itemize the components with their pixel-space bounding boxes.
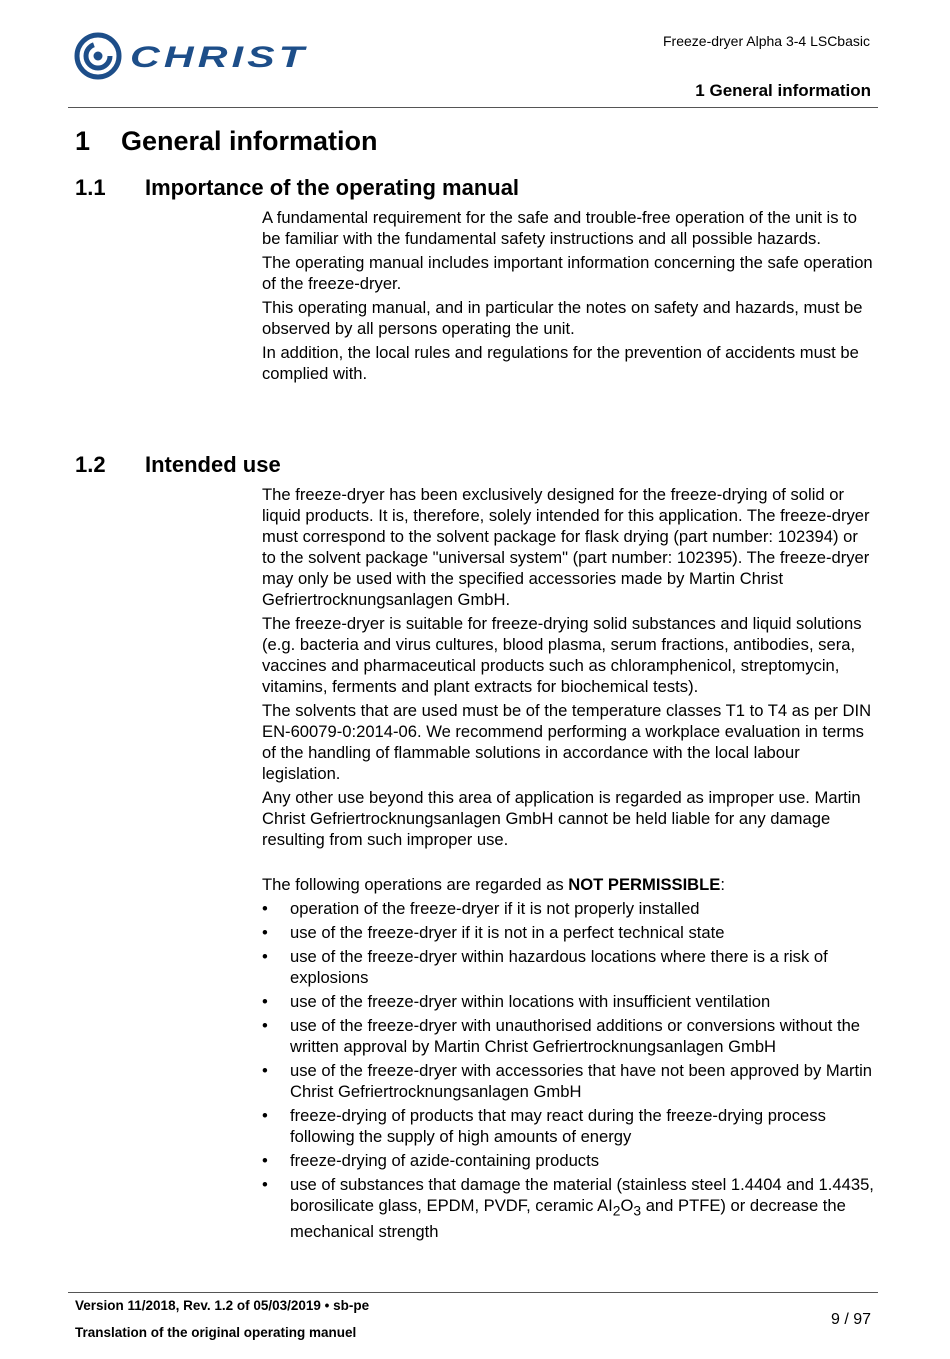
list-item-text: use of the freeze-dryer within locations with insufficient ventilation: [290, 992, 771, 1011]
text-run: O: [620, 1196, 634, 1215]
not-permissible-label: NOT PERMISSIBLE: [568, 875, 721, 894]
section-1-2-body: [262, 484, 874, 1245]
bullet-icon: •: [262, 923, 268, 942]
list-item: [262, 1174, 874, 1242]
intro-colon: :: [720, 875, 725, 894]
not-permissible-intro: [262, 874, 874, 895]
bullet-icon: •: [262, 947, 268, 966]
chapter-number: 1: [75, 126, 91, 156]
paragraph: The operating manual includes important information concerning the safe operation of the freeze-dryer.: [262, 253, 873, 293]
list-item: [262, 946, 874, 988]
bullet-icon: •: [262, 1151, 268, 1170]
list-item-text: freeze-drying of products that may react during the freeze-drying process following the supply of high amounts of energy: [290, 1106, 826, 1146]
section-heading-1-2: [75, 452, 281, 478]
list-item: [262, 1015, 874, 1057]
list-item-text: freeze-drying of azide-containing products: [290, 1151, 600, 1170]
section-number: 1.1: [75, 175, 106, 200]
bullet-icon: •: [262, 1106, 268, 1125]
bullet-icon: •: [262, 992, 268, 1011]
list-item: [262, 1105, 874, 1147]
header-section-title: 1 General information: [695, 81, 871, 100]
list-item-text: [290, 1175, 874, 1241]
paragraph: The freeze-dryer is suitable for freeze-drying solid substances and liquid solutions (e.g. bacteria and virus cultures, blood plasma, serum fractions, antibodies, sera, vaccines and pharmaceutical products such as chloramphenicol, streptomycin, vitamins, ferments and plant extracts for biochemical tests).: [262, 614, 862, 696]
list-item-text: use of the freeze-dryer within hazardous locations where there is a risk of explosions: [290, 947, 828, 987]
paragraph: The solvents that are used must be of the temperature classes T1 to T4 as per DIN EN-60079-0:2014-06. We recommend performing a workplace evaluation in terms of the handling of flammable solutions in accordance with the local labour legislation.: [262, 701, 872, 783]
christ-logo-wordmark: CHRIST: [130, 41, 308, 74]
chapter-heading: [75, 126, 378, 157]
subscript: 3: [633, 1202, 642, 1219]
bullet-icon: •: [262, 899, 268, 918]
chapter-title: General information: [121, 126, 378, 156]
paragraph: In addition, the local rules and regulations for the prevention of accidents must be complied with.: [262, 343, 859, 383]
header-divider: [68, 107, 878, 108]
paragraph: This operating manual, and in particular the notes on safety and hazards, must be observed by all persons operating the unit.: [262, 298, 863, 338]
section-1-1-body: [262, 207, 874, 387]
section-title: Importance of the operating manual: [145, 175, 520, 200]
paragraph-spacer: [262, 853, 874, 874]
section-heading-1-1: [75, 175, 519, 201]
list-item: [262, 898, 874, 919]
christ-logo-emblem: [77, 35, 119, 77]
list-item: [262, 1150, 874, 1171]
paragraph: A fundamental requirement for the safe and trouble-free operation of the unit is to be familiar with the fundamental safety instructions and all possible hazards.: [262, 208, 857, 248]
list-item-text: use of the freeze-dryer with accessories that have not been approved by Martin Christ Gefriertrocknungsanlagen GmbH: [290, 1061, 873, 1101]
list-item: [262, 991, 874, 1012]
footer-divider: [68, 1292, 878, 1293]
christ-logo: [73, 30, 313, 82]
footer-version: Version 11/2018, Rev. 1.2 of 05/03/2019 • sb-pe: [75, 1298, 370, 1313]
text-run: and PTFE) or decrease the mechanical strength: [290, 1196, 846, 1242]
intro-text: The following operations are regarded as: [262, 875, 569, 894]
paragraph: Any other use beyond this area of application is regarded as improper use. Martin Christ Gefriertrocknungsanlagen GmbH cannot be held liable for any damage resulting from such improper use.: [262, 788, 861, 849]
bullet-icon: •: [262, 1175, 268, 1194]
list-item: [262, 922, 874, 943]
bullet-icon: •: [262, 1061, 268, 1080]
footer-translation-note: Translation of the original operating manuel: [75, 1325, 357, 1340]
section-number: 1.2: [75, 452, 106, 477]
list-item: [262, 1060, 874, 1102]
subscript: 2: [612, 1202, 621, 1219]
text-run: use of substances that damage the material (stainless steel 1.4404 and 1.4435, borosilicate glass, EPDM, PVDF, ceramic AI: [290, 1175, 874, 1215]
page-number: 9 / 97: [830, 1311, 871, 1328]
list-item-text: operation of the freeze-dryer if it is not properly installed: [290, 899, 700, 918]
list-item-text: use of the freeze-dryer with unauthorised additions or conversions without the written approval by Martin Christ Gefriertrocknungsanlagen GmbH: [290, 1016, 861, 1056]
list-item-text: use of the freeze-dryer if it is not in a perfect technical state: [290, 923, 725, 942]
header-product-name: Freeze-dryer Alpha 3-4 LSCbasic: [663, 33, 870, 49]
not-permissible-list: [262, 898, 874, 1242]
bullet-icon: •: [262, 1016, 268, 1035]
paragraph: The freeze-dryer has been exclusively designed for the freeze-drying of solid or liquid products. It is, therefore, solely intended for this application. The freeze-dryer must correspond to the solvent package for flask drying (part number: 102394) or to the solvent package "universal system" (part number: 102395). The freeze-dryer may only be used with the specified accessories made by Martin Christ Gefriertrocknungsanlagen GmbH.: [262, 485, 870, 609]
section-title: Intended use: [145, 452, 281, 477]
